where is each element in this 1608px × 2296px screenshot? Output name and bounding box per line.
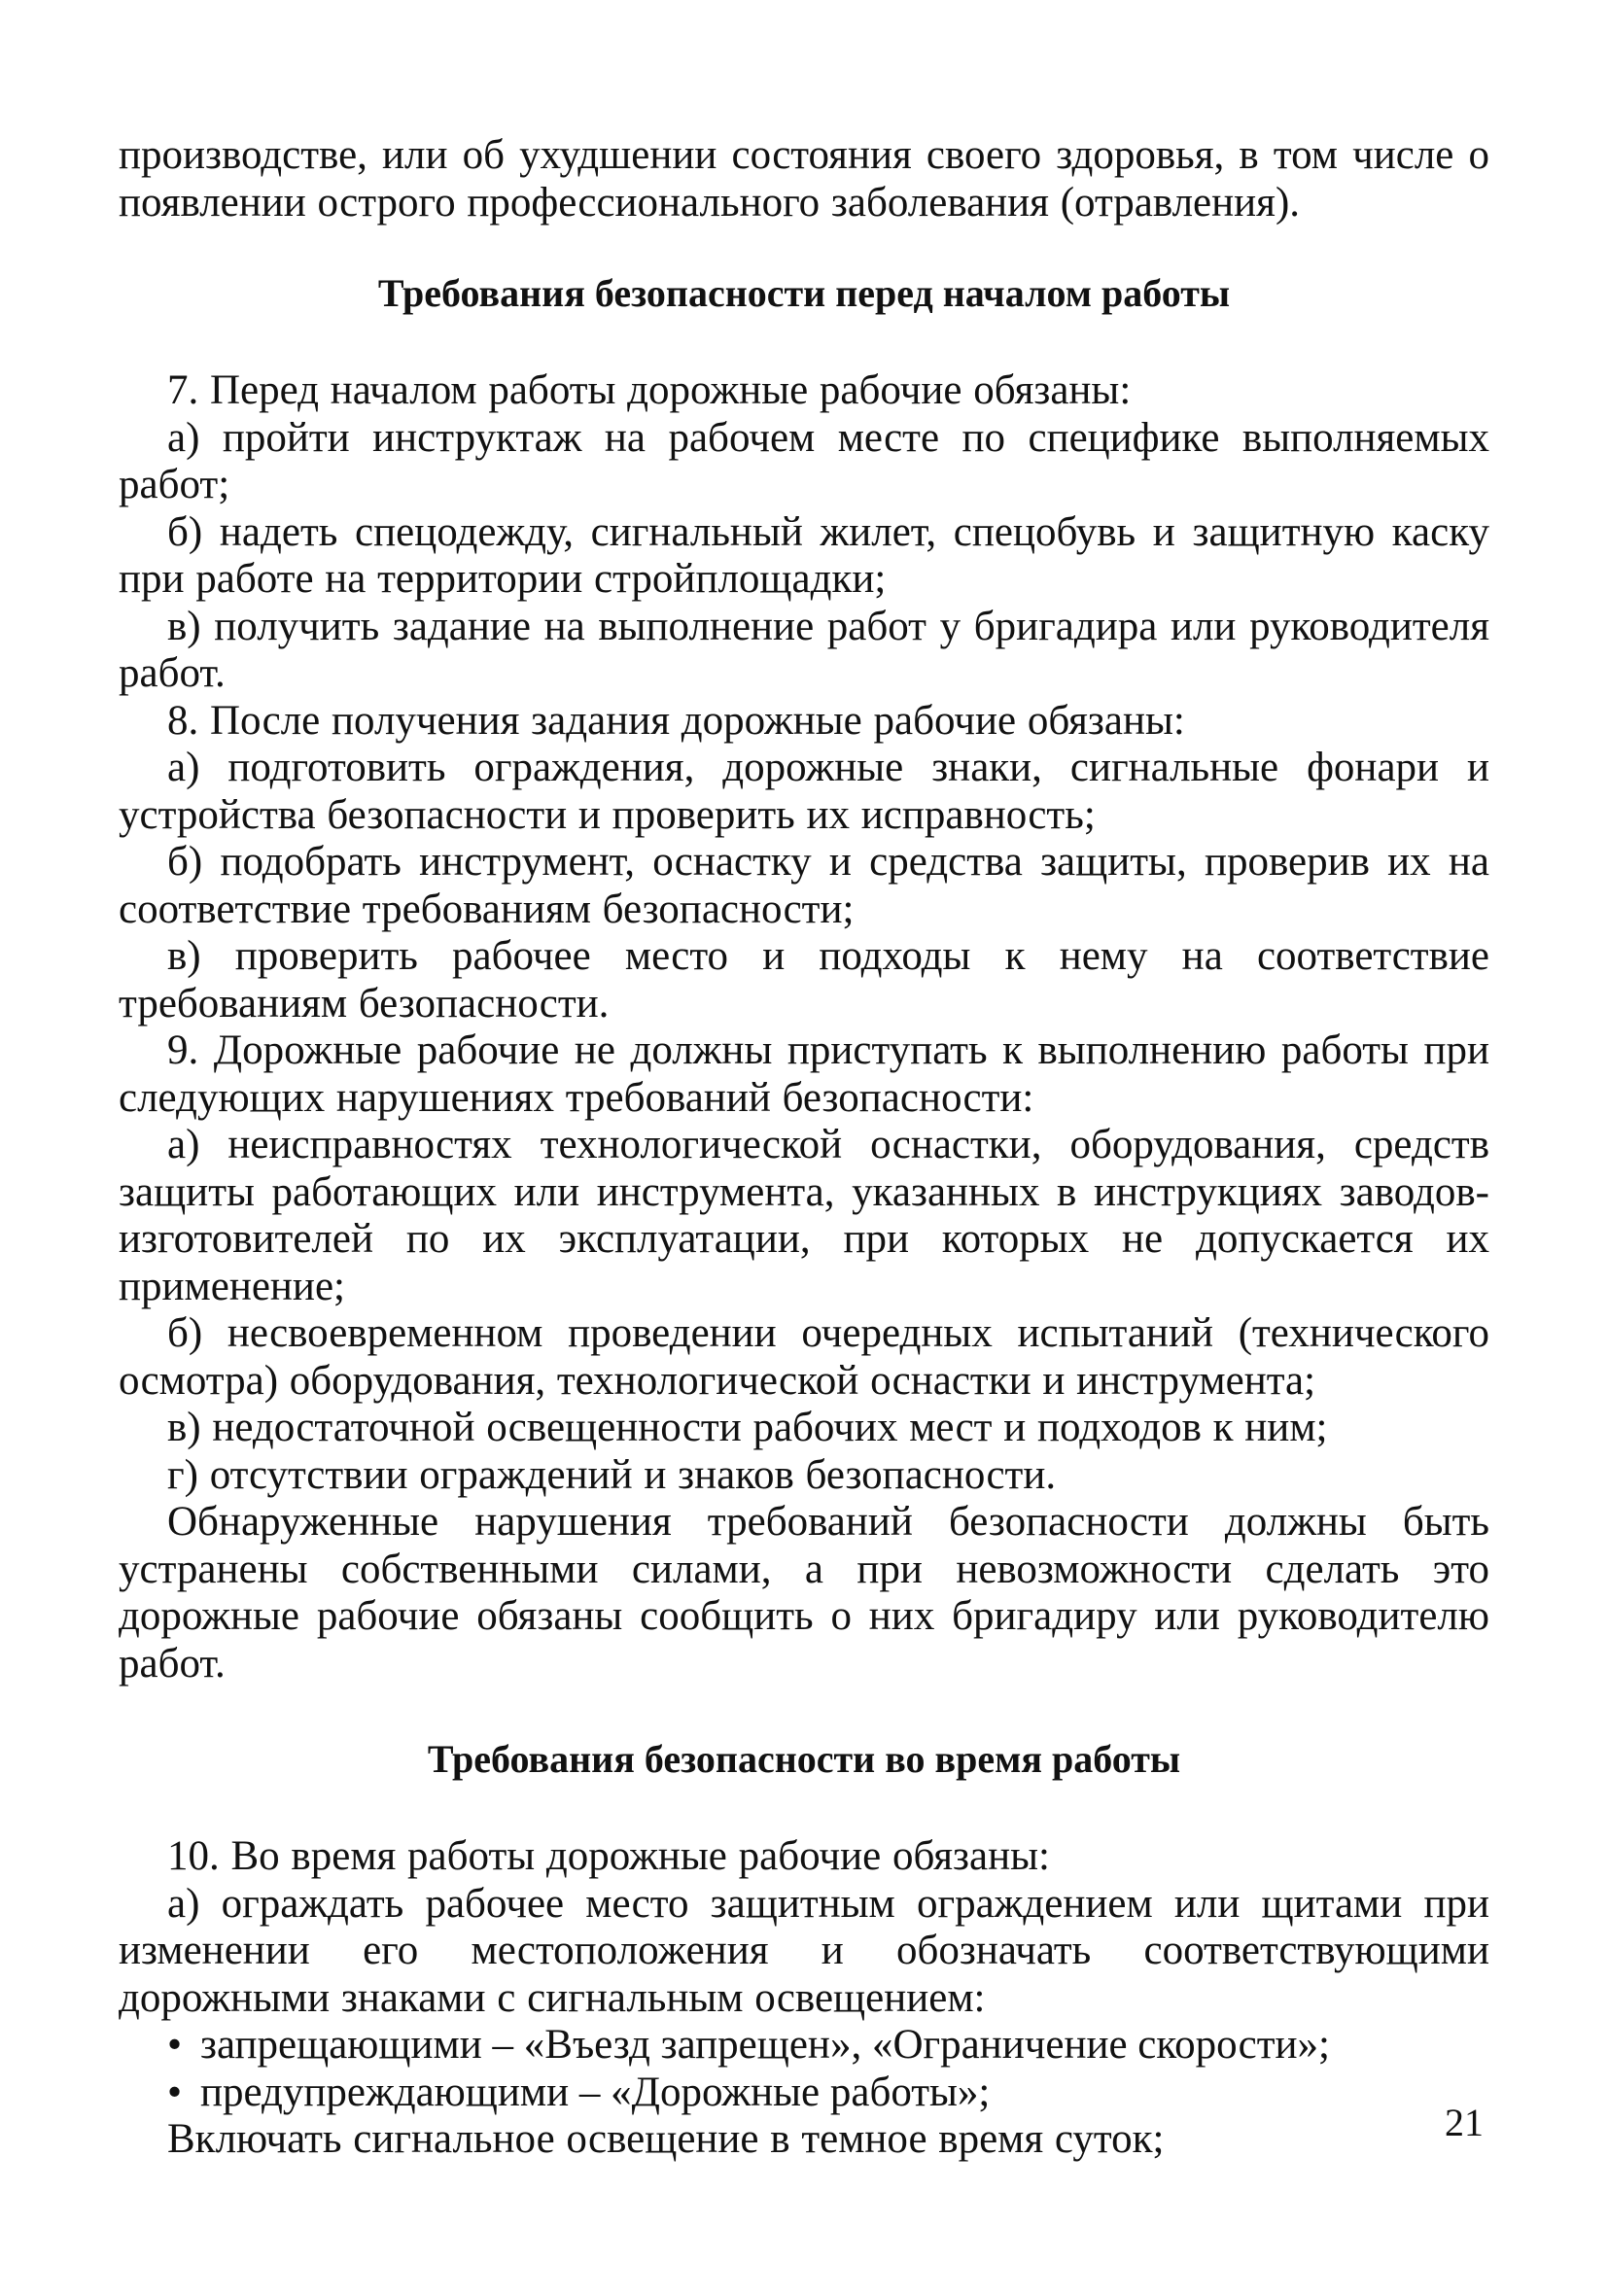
bullet-text: предупреждающими – «Дорожные работы»; bbox=[200, 2069, 991, 2115]
paragraph-8c: в) проверить рабочее место и подходы к нему на соответствие требованиям безопасности. bbox=[119, 933, 1489, 1026]
paragraph-7b: б) надеть спецодежду, сигнальный жилет, спецобувь и защитную каску при работе на территории стройплощадки; bbox=[119, 508, 1489, 602]
paragraph-8: 8. После получения задания дорожные рабочие обязаны: bbox=[167, 697, 1185, 744]
paragraph-7: 7. Перед началом работы дорожные рабочие обязаны: bbox=[167, 367, 1132, 413]
paragraph-10a: а) ограждать рабочее место защитным ограждением или щитами при изменении его местоположения и обозначать соответствующими дорожными знаками с сигнальным освещением: bbox=[119, 1880, 1489, 2021]
page-number: 21 bbox=[1445, 2101, 1484, 2144]
paragraph-9b: б) несвоевременном проведении очередных испытаний (технического осмотра) оборудования, технологической оснастки и инструмента; bbox=[119, 1310, 1489, 1404]
paragraph-10: 10. Во время работы дорожные рабочие обязаны: bbox=[167, 1833, 1050, 1879]
bullet-item-warning bbox=[119, 2070, 1489, 2117]
page-body bbox=[119, 132, 1489, 2164]
bullet-icon: • bbox=[167, 2022, 183, 2068]
bullet-text: запрещающими – «Въезд запрещен», «Ограничение скорости»; bbox=[200, 2022, 1331, 2068]
paragraph-10-lighting: Включать сигнальное освещение в темное время суток; bbox=[167, 2116, 1165, 2162]
paragraph-9: 9. Дорожные рабочие не должны приступать к выполнению работы при следующих нарушениях требований безопасности: bbox=[119, 1027, 1489, 1121]
section-heading-before-work: Требования безопасности перед началом работы bbox=[377, 271, 1231, 315]
paragraph-9-note: Обнаруженные нарушения требований безопасности должны быть устранены собственными силами, а при невозможности сделать это дорожные рабочие обязаны сообщить о них бригадиру или руководителю работ. bbox=[119, 1499, 1489, 1687]
intro-paragraph: производстве, или об ухудшении состояния своего здоровья, в том числе о появлении острого профессионального заболевания (отравления). bbox=[119, 132, 1489, 226]
paragraph-7c: в) получить задание на выполнение работ у бригадира или руководителя работ. bbox=[119, 603, 1489, 696]
paragraph-8a: а) подготовить ограждения, дорожные знаки, сигнальные фонари и устройства безопасности и проверить их исправность; bbox=[119, 745, 1489, 838]
section-heading-during-work: Требования безопасности во время работы bbox=[427, 1737, 1181, 1781]
paragraph-9a: а) неисправностях технологической оснастки, оборудования, средств защиты работающих или инструмента, указанных в инструкциях заводов-изготовителей по их эксплуатации, при которых не допускается их применение; bbox=[119, 1122, 1489, 1309]
paragraph-7a: а) пройти инструктаж на рабочем месте по специфике выполняемых работ; bbox=[119, 414, 1489, 507]
paragraph-9d: г) отсутствии ограждений и знаков безопасности. bbox=[167, 1451, 1057, 1498]
paragraph-8b: б) подобрать инструмент, оснастку и средства защиты, проверив их на соответствие требованиям безопасности; bbox=[119, 839, 1489, 932]
bullet-item-prohibiting bbox=[119, 2022, 1489, 2070]
paragraph-9c: в) недостаточной освещенности рабочих мест и подходов к ним; bbox=[167, 1405, 1328, 1450]
bullet-icon: • bbox=[167, 2069, 183, 2115]
